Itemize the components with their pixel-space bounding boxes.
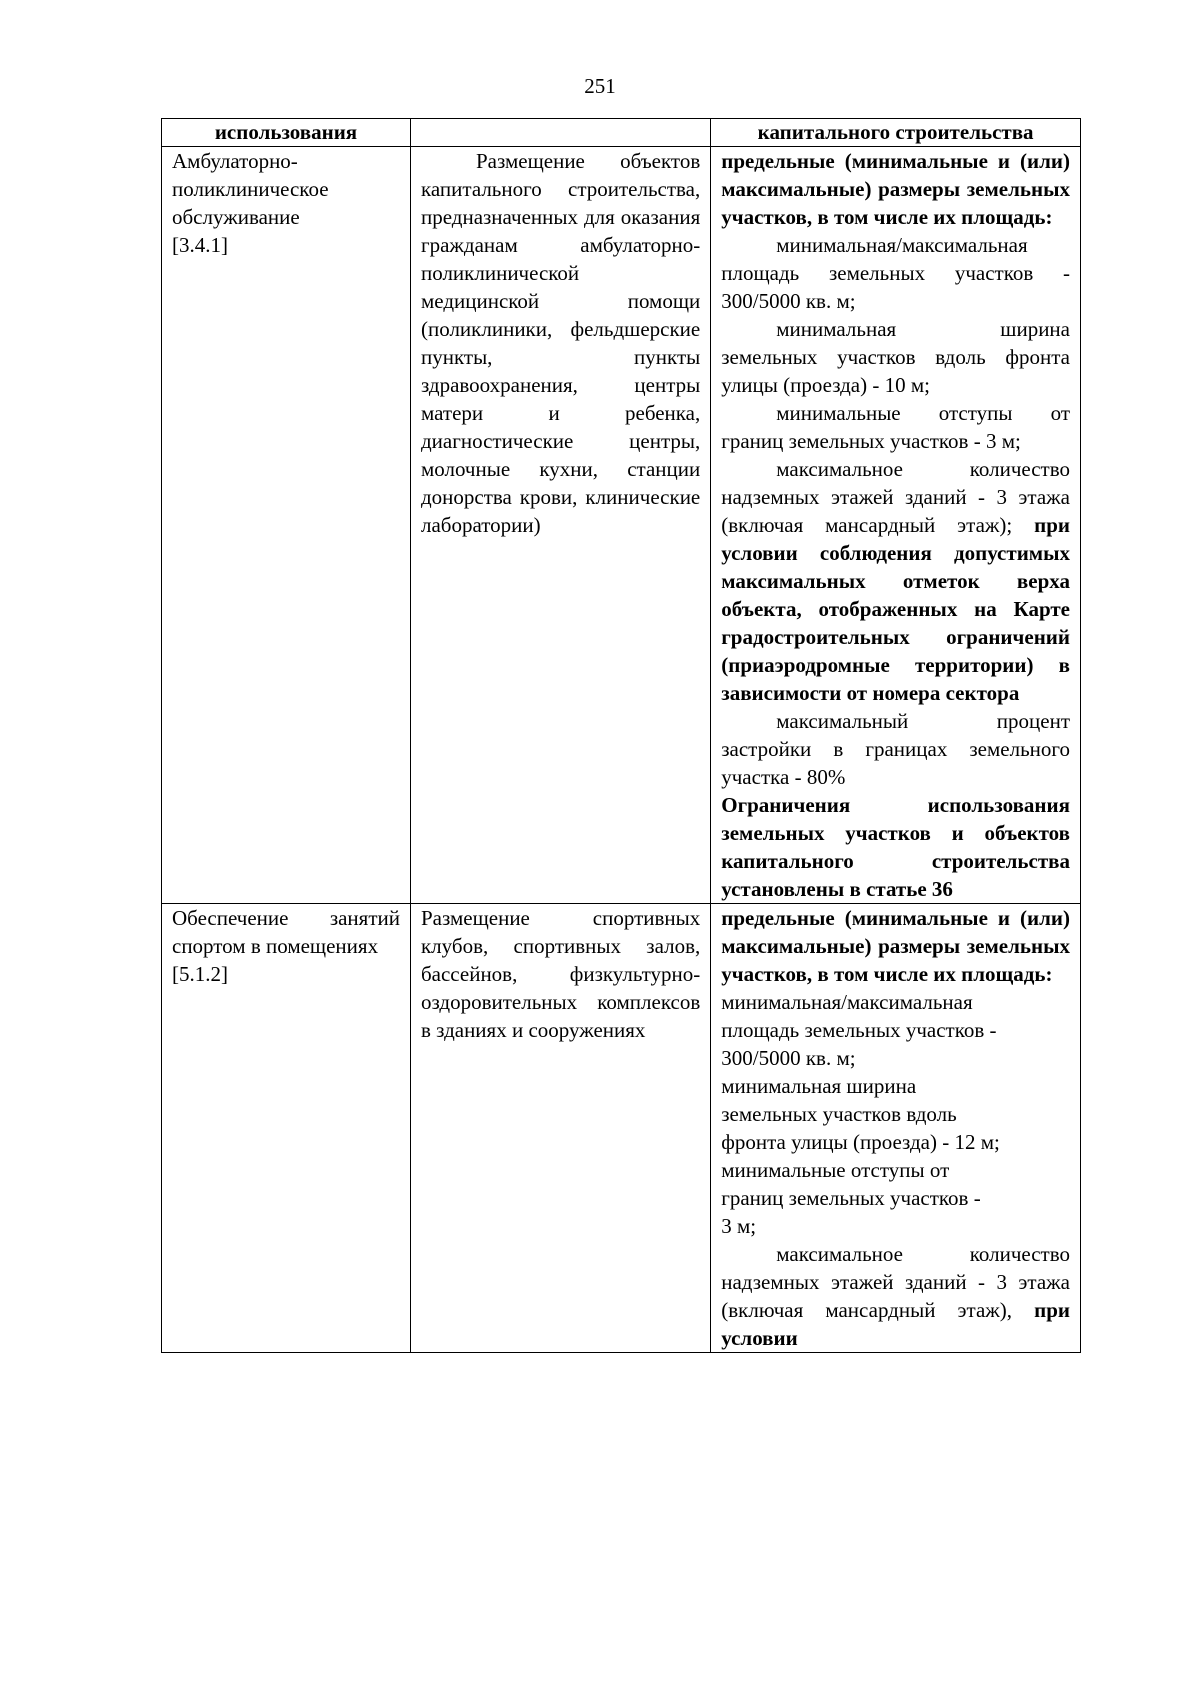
row1-width: минимальная ширина земельных участков вдоль фронта улицы (проезда) - 10 м; — [721, 317, 1070, 397]
row2-name: Обеспечение занятий спортом в помещениях — [172, 906, 400, 958]
row2-floors — [721, 1240, 1070, 1352]
row1-description-cell — [410, 147, 710, 904]
row1-floors-condition: при условии соблюдения допустимых максимальных отметок верха объекта, отображенных на Карте градостроительных ограничений (приаэродромные территории) в зависимости от номера сектора — [721, 513, 1070, 705]
row1-name-cell — [162, 147, 411, 904]
row2-area-line: площадь земельных участков - — [721, 1018, 997, 1042]
row2-area-line: 300/5000 кв. м; — [721, 1046, 856, 1070]
row2-area-line: минимальная/максимальная — [721, 990, 973, 1014]
header-col2 — [410, 119, 710, 147]
row2-floors-condition: при условии — [721, 1298, 1071, 1350]
row1-params-heading: предельные (минимальные и (или) максимальные) размеры земельных участков, в том числе их площадь: — [721, 149, 1070, 229]
row2-setback-line: минимальные отступы от — [721, 1158, 950, 1182]
table-header-row — [162, 119, 1081, 147]
row1-floors-text: максимальное количество надземных этажей зданий - 3 этажа (включая мансардный этаж); — [721, 457, 1070, 537]
row1-name-line: Амбулаторно- — [172, 149, 298, 173]
zoning-table — [161, 118, 1081, 1353]
page-number: 251 — [584, 74, 616, 98]
row2-params-heading: предельные (минимальные и (или) максимальные) размеры земельных участков, в том числе их площадь: — [721, 906, 1070, 986]
header-col3: капитального строительства — [711, 119, 1081, 147]
row2-code: [5.1.2] — [172, 962, 228, 986]
row2-width-line: земельных участков вдоль — [721, 1102, 957, 1126]
row1-name-line: обслуживание — [172, 205, 300, 229]
row1-params-cell — [711, 147, 1081, 904]
row2-width-line: минимальная ширина — [721, 1074, 917, 1098]
row1-restrictions: Ограничения использования земельных участков и объектов капитального строительства установлены в статье 36 — [721, 793, 1070, 901]
row2-description: Размещение спортивных клубов, спортивных залов, бассейнов, физкультурно-оздоровительных комплексов в зданиях и сооружениях — [420, 906, 701, 1042]
row1-area: минимальная/максимальная площадь земельных участков - 300/5000 кв. м; — [721, 233, 1070, 313]
row2-width-line: фронта улицы (проезда) - 12 м; — [721, 1130, 1000, 1154]
row1-floors — [721, 455, 1070, 707]
row1-setback: минимальные отступы от границ земельных участков - 3 м; — [721, 401, 1070, 453]
row1-coverage: максимальный процент застройки в границах земельного участка - 80% — [721, 709, 1070, 789]
row1-name-line: [3.4.1] — [172, 233, 228, 257]
header-col1: использования — [162, 119, 411, 147]
table-row — [162, 147, 1081, 904]
row2-name-cell — [162, 904, 411, 1353]
row1-name-line: поликлиническое — [172, 177, 329, 201]
row2-setback-line: границ земельных участков - — [721, 1186, 981, 1210]
row2-description-cell — [410, 904, 710, 1353]
row1-description: Размещение объектов капитального строительства, предназначенных для оказания гражданам амбулаторно-поликлинической медицинской помощи (поликлиники, фельдшерские пункты, пункты здравоохранения, центры матери и ребенка, диагностические центры, молочные кухни, станции донорства крови, клинические лаборатории) — [420, 149, 701, 537]
row2-floors-text: максимальное количество надземных этажей зданий - 3 этажа (включая мансардный этаж), — [721, 1242, 1070, 1322]
table-row — [162, 904, 1081, 1353]
row2-setback-line: 3 м; — [721, 1214, 757, 1238]
row2-params-cell — [711, 904, 1081, 1353]
